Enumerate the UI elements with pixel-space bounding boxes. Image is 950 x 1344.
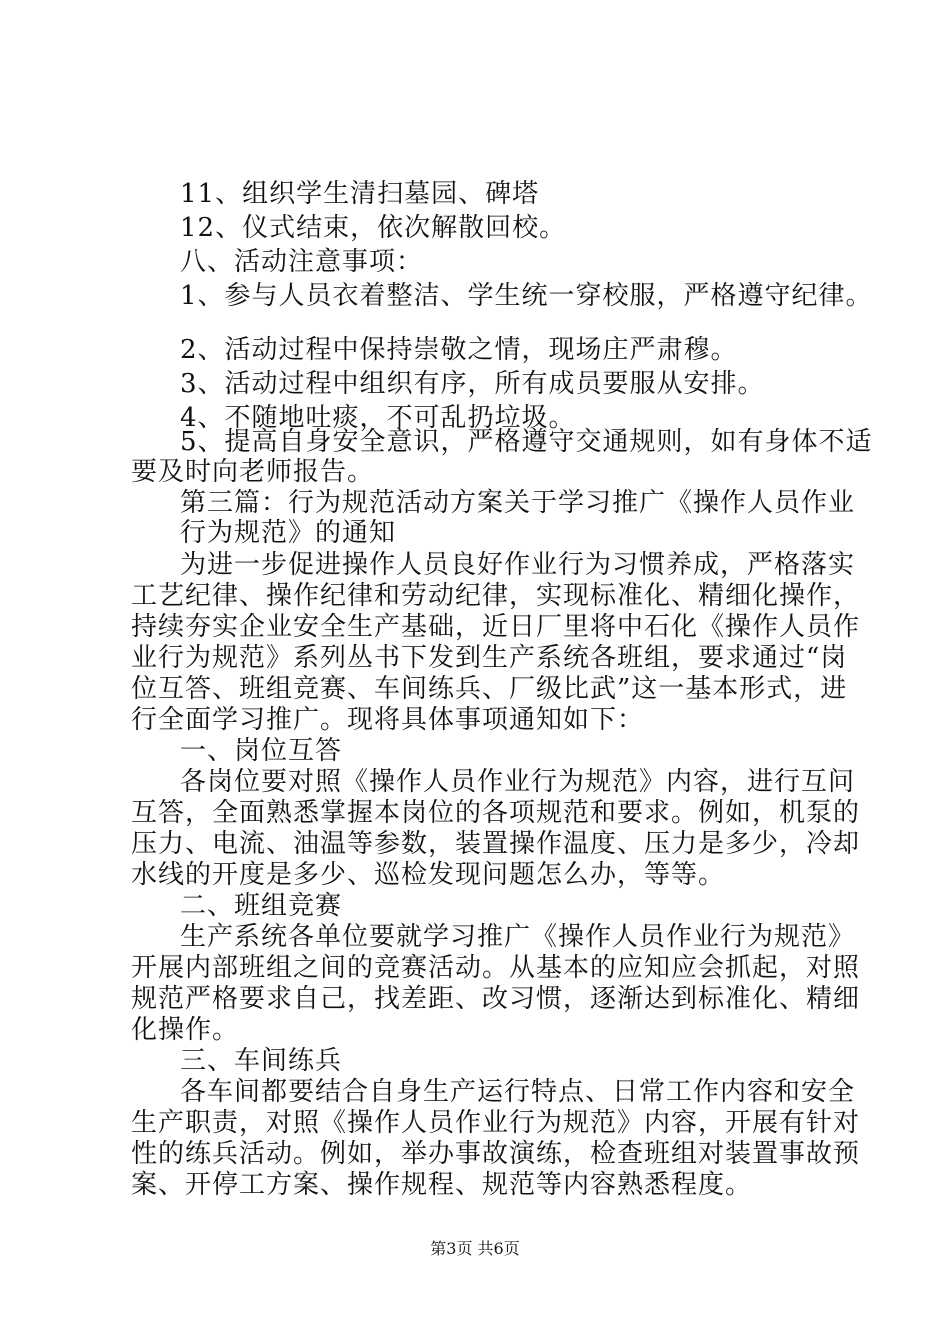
text-line: 各车间都要结合自身生产运行特点、日常工作内容和安全 — [180, 1077, 856, 1107]
text-line: 工艺纪律、操作纪律和劳动纪律，实现标准化、精细化操作， — [131, 581, 861, 611]
text-line: 为进一步促进操作人员良好作业行为习惯养成，严格落实 — [180, 550, 856, 580]
section-heading: 八、活动注意事项： — [180, 247, 424, 277]
text-line: 11、组织学生清扫墓园、碑塔 — [180, 179, 540, 209]
text-line: 开展内部班组之间的竞赛活动。从基本的应知应会抓起，对照 — [131, 953, 861, 983]
chapter-title: 行为规范》的通知 — [180, 518, 397, 548]
text-line: 行全面学习推广。现将具体事项通知如下： — [131, 705, 645, 735]
text-line: 12、仪式结束，依次解散回校。 — [180, 213, 567, 243]
text-line: 1、参与人员衣着整洁、学生统一穿校服，严格遵守纪律。 — [180, 281, 873, 311]
text-line: 规范严格要求自己，找差距、改习惯，逐渐达到标准化、精细 — [131, 984, 861, 1014]
text-line: 业行为规范》系列丛书下发到生产系统各班组，要求通过“岗 — [131, 643, 848, 673]
section-heading: 二、班组竞赛 — [180, 891, 343, 921]
text-line: 水线的开度是多少、巡检发现问题怎么办，等等。 — [131, 860, 726, 890]
text-line: 化操作。 — [131, 1015, 240, 1045]
text-line: 要及时向老师报告。 — [131, 457, 375, 487]
text-line: 互答，全面熟悉掌握本岗位的各项规范和要求。例如，机泵的 — [131, 798, 861, 828]
section-heading: 一、岗位互答 — [180, 736, 343, 766]
section-heading: 三、车间练兵 — [180, 1046, 343, 1076]
text-line: 各岗位要对照《操作人员作业行为规范》内容，进行互问 — [180, 767, 856, 797]
text-line: 性的练兵活动。例如，举办事故演练，检查班组对装置事故预 — [131, 1139, 861, 1169]
text-line: 2、活动过程中保持崇敬之情，现场庄严肃穆。 — [180, 335, 738, 365]
text-line: 持续夯实企业安全生产基础，近日厂里将中石化《操作人员作 — [131, 612, 861, 642]
text-line: 3、活动过程中组织有序，所有成员要服从安排。 — [180, 369, 765, 399]
text-line: 案、开停工方案、操作规程、规范等内容熟悉程度。 — [131, 1170, 753, 1200]
text-line: 压力、电流、油温等参数，装置操作温度、压力是多少，冷却 — [131, 829, 861, 859]
text-line: 生产系统各单位要就学习推广《操作人员作业行为规范》 — [180, 922, 856, 952]
text-line: 生产职责，对照《操作人员作业行为规范》内容，开展有针对 — [131, 1108, 861, 1138]
text-line: 位互答、班组竞赛、车间练兵、厂级比武”这一基本形式，进 — [131, 674, 848, 704]
text-line: 5、提高自身安全意识，严格遵守交通规则，如有身体不适 — [180, 427, 873, 457]
text-line: 4、不随地吐痰，不可乱扔垃圾。 — [180, 403, 576, 433]
chapter-title: 第三篇：行为规范活动方案关于学习推广《操作人员作业 — [180, 488, 856, 518]
page-footer: 第3页 共6页 — [430, 1239, 520, 1258]
